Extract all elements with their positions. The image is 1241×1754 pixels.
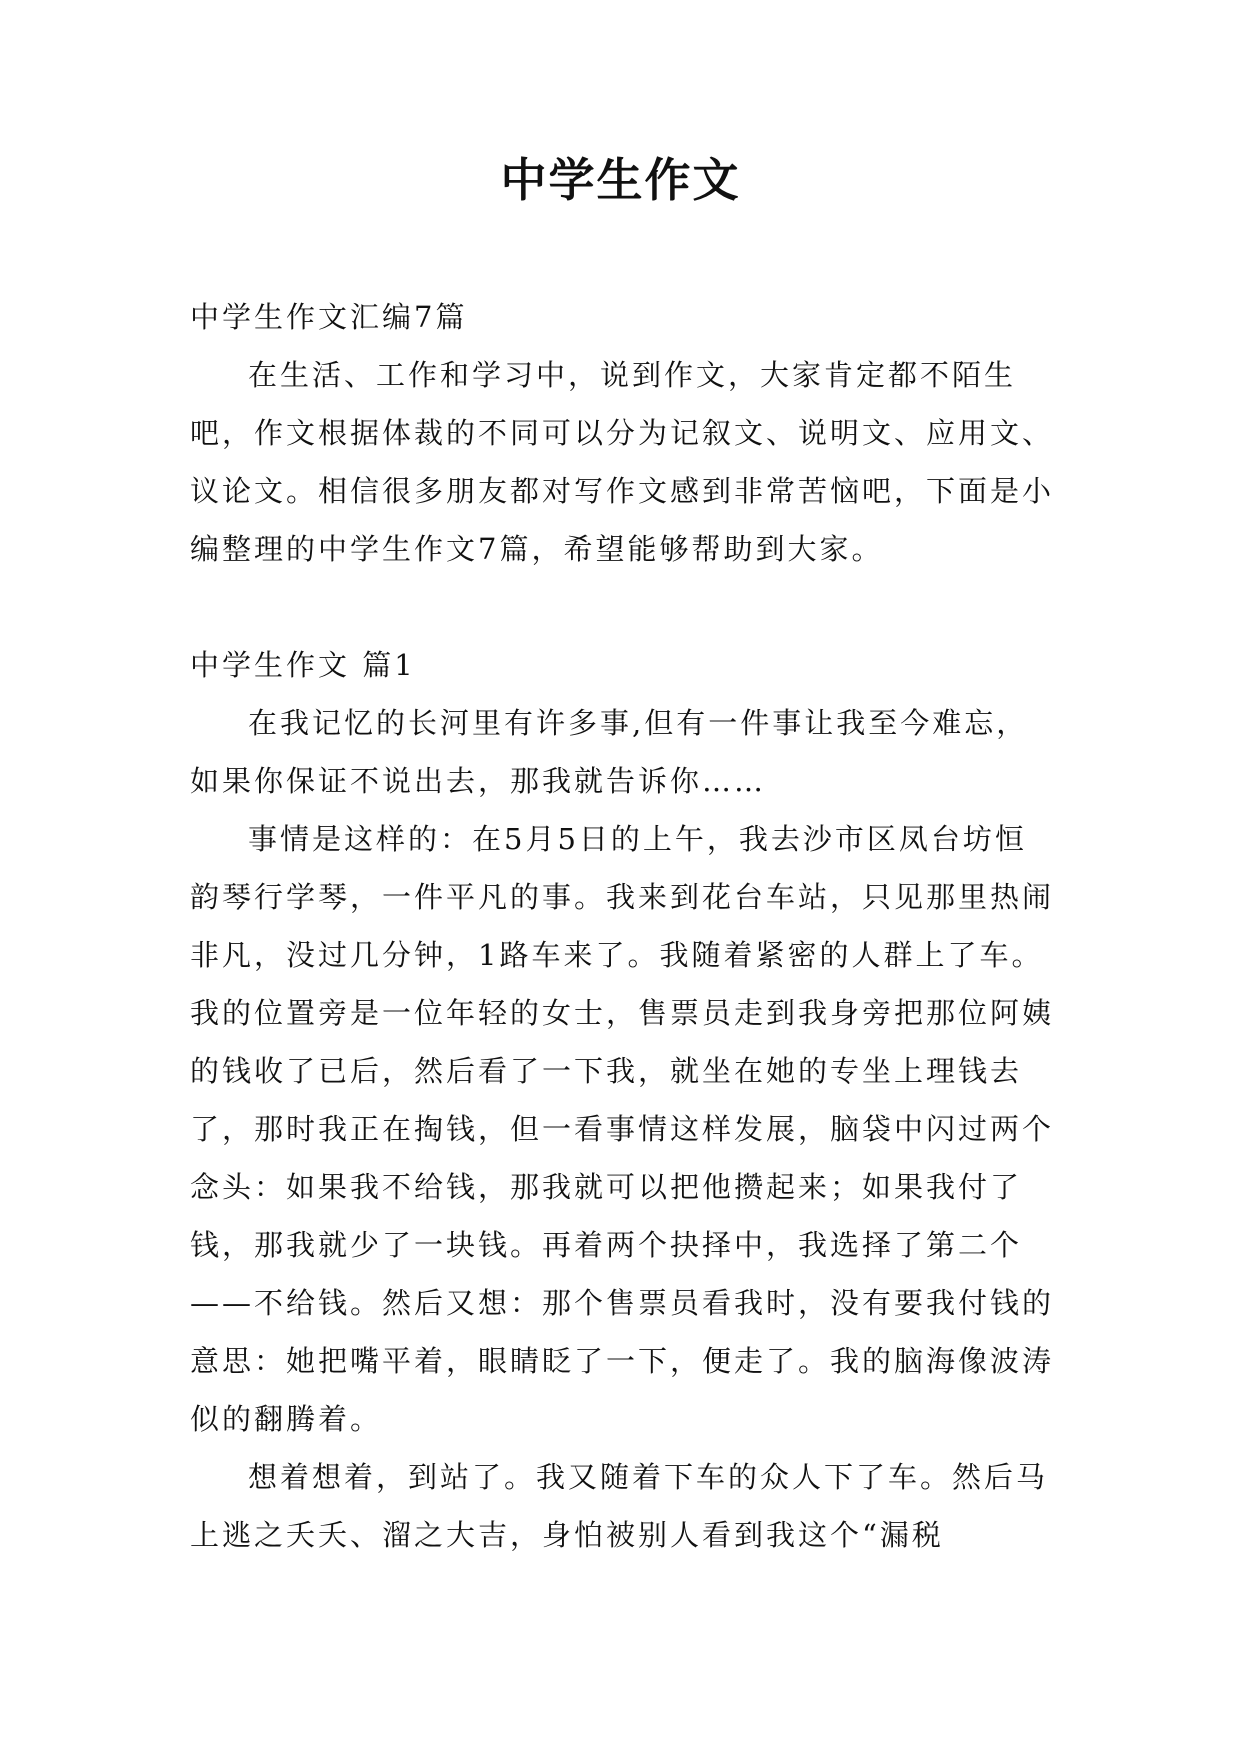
collection-heading: 中学生作文汇编7篇 [190,300,468,334]
document-title: 中学生作文 [500,153,741,207]
intro-paragraph: 在生活、工作和学习中，说到作文，大家肯定都不陌生吧，作文根据体裁的不同可以分为记叙文、说明文、应用文、议论文。相信很多朋友都对写作文感到非常苦恼吧，下面是小编整理的中学生作文7篇，希望能够帮助到大家。 [190,358,1055,566]
body-paragraph: 在我记忆的长河里有许多事,但有一件事让我至今难忘，如果你保证不说出去，那我就告诉你…… [190,706,1029,798]
document-body [190,288,1056,1564]
body-paragraph: 事情是这样的：在5月5日的上午，我去沙市区凤台坊恒韵琴行学琴，一件平凡的事。我来到花台车站，只见那里热闹非凡，没过几分钟，1路车来了。我随着紧密的人群上了车。我的位置旁是一位年轻的女士，售票员走到我身旁把那位阿姨的钱收了已后，然后看了一下我，就坐在她的专坐上理钱去了，那时我正在掏钱，但一看事情这样发展，脑袋中闪过两个念头：如果我不给钱，那我就可以把他攒起来；如果我付了钱，那我就少了一块钱。再着两个抉择中，我选择了第二个——不给钱。然后又想：那个售票员看我时，没有要我付钱的意思：她把嘴平着，眼睛眨了一下，便走了。我的脑海像波涛似的翻腾着。 [190,822,1055,1436]
section-spacer [190,578,1056,636]
section-heading: 中学生作文 篇1 [190,648,416,682]
body-paragraph: 想着想着，到站了。我又随着下车的众人下了车。然后马上逃之夭夭、溜之大吉，身怕被别人看到我这个“漏税 [190,1460,1049,1552]
